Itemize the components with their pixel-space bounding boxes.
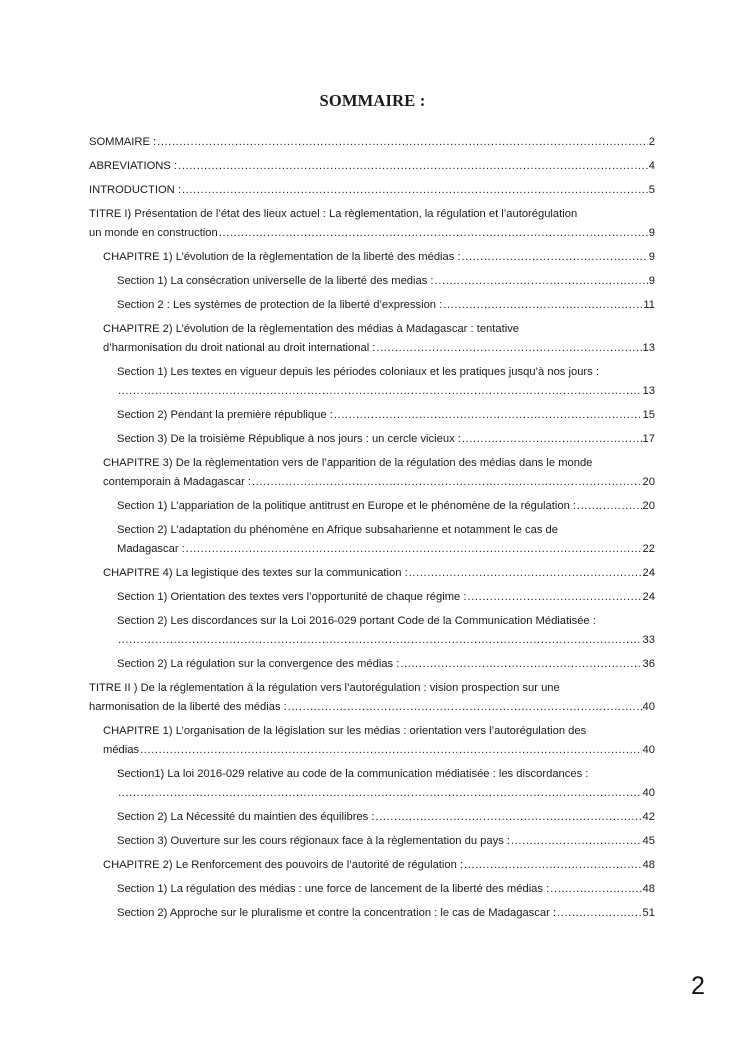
toc-entry-text: Section 2) La régulation sur la convergence des médias :: [117, 658, 400, 670]
toc-entry[interactable]: [89, 296, 655, 315]
toc-entry-text: CHAPITRE 1) L’organisation de la législation sur les médias : orientation vers l’autorégulation des: [103, 725, 587, 737]
toc-entry-line: [117, 880, 655, 899]
toc-entry[interactable]: [89, 521, 655, 559]
dot-leader: [462, 430, 642, 449]
dot-leader: [557, 904, 642, 923]
dot-leader: [252, 473, 642, 492]
toc-page-number: 48: [642, 883, 655, 895]
dot-leader: [118, 784, 642, 803]
toc-entry-text: CHAPITRE 4) La legistique des textes sur la communication :: [103, 567, 408, 579]
toc-entry[interactable]: [89, 564, 655, 583]
toc-entry-text: Section 1) L’appariation de la politique antitrust en Europe et le phénomène de la régulation :: [117, 500, 577, 512]
toc-page-number: 20: [642, 476, 655, 488]
toc-entry-text: Section 1) Les textes en vigueur depuis les périodes coloniaux et les pratiques jusqu’à nos jours :: [117, 366, 599, 378]
toc-page-number: 42: [642, 811, 655, 823]
dot-leader: [409, 564, 642, 583]
toc-page-number: 5: [648, 184, 655, 196]
toc-page-number: 17: [642, 433, 655, 445]
toc-entry-line: [117, 382, 655, 401]
toc-page-number: 45: [642, 835, 655, 847]
toc-entry[interactable]: [89, 497, 655, 516]
toc-entry[interactable]: [89, 679, 655, 717]
toc-page-number: 9: [648, 275, 655, 287]
dot-leader: [400, 655, 641, 674]
toc-entry-line: [117, 272, 655, 291]
dot-leader: [435, 272, 648, 291]
toc-entry[interactable]: [89, 856, 655, 875]
toc-entry-text: un monde en construction: [89, 227, 218, 239]
toc-entry[interactable]: [89, 904, 655, 923]
toc-page-number: 48: [642, 859, 655, 871]
toc-entry-line: [103, 473, 655, 492]
toc-entry-text: SOMMAIRE :: [89, 136, 157, 148]
dot-leader: [577, 497, 642, 516]
dot-leader: [140, 741, 641, 760]
dot-leader: [118, 631, 642, 650]
toc-entry-text: Section 3) De la troisième République à nos jours : un cercle vicieux :: [117, 433, 461, 445]
dot-leader: [443, 296, 642, 315]
toc-entry-text: Section 1) Orientation des textes vers l’opportunité de chaque régime :: [117, 591, 467, 603]
toc-entry-text: Section 3) Ouverture sur les cours régionaux face à la règlementation du pays :: [117, 835, 511, 847]
toc-entry[interactable]: [89, 765, 655, 803]
toc-entry-line: [103, 856, 655, 875]
toc-entry-text: médias: [103, 744, 140, 756]
page-number: 2: [691, 972, 705, 1000]
toc-entry-text: Section 1) La régulation des médias : une force de lancement de la liberté des médias :: [117, 883, 550, 895]
toc-entry-line: [103, 741, 655, 760]
toc-page-number: 15: [642, 409, 655, 421]
dot-leader: [118, 382, 642, 401]
dot-leader: [511, 832, 642, 851]
toc-entry-text: CHAPITRE 1) L’évolution de la règlementation de la liberté des médias :: [103, 251, 461, 263]
toc-entry[interactable]: [89, 880, 655, 899]
toc-page-number: 2: [648, 136, 655, 148]
toc-entry-line: [117, 808, 655, 827]
toc-entry-text: Section 2) Approche sur le pluralisme et contre la concentration : le cas de Madagascar :: [117, 907, 557, 919]
toc-entry-line: [89, 157, 655, 176]
toc-entry-text: Section 2) L’adaptation du phénomène en Afrique subsaharienne et notamment le cas de: [117, 524, 558, 536]
toc-entry[interactable]: [89, 133, 655, 152]
toc-entry-line: [117, 832, 655, 851]
toc-entry-line: [117, 406, 655, 425]
toc-entry[interactable]: [89, 181, 655, 200]
table-of-contents: [89, 133, 655, 928]
dot-leader: [462, 248, 648, 267]
toc-entry-text: ABREVIATIONS :: [89, 160, 178, 172]
toc-page-number: 13: [642, 385, 655, 397]
dot-leader: [375, 808, 641, 827]
toc-entry-text: Section 2 : Les systèmes de protection de la liberté d’expression :: [117, 299, 443, 311]
dot-leader: [468, 588, 642, 607]
toc-page-number: 36: [642, 658, 655, 670]
toc-entry-text: TITRE I) Présentation de l’état des lieux actuel : La règlementation, la régulation et l’autorégulation: [89, 208, 578, 220]
page-title: SOMMAIRE :: [319, 91, 426, 110]
toc-entry[interactable]: [89, 406, 655, 425]
toc-entry[interactable]: [89, 612, 655, 650]
toc-entry-text: harmonisation de la liberté des médias :: [89, 701, 287, 713]
toc-entry-line: [117, 631, 655, 650]
toc-page-number: 33: [642, 634, 655, 646]
toc-entry[interactable]: [89, 248, 655, 267]
toc-entry-text: CHAPITRE 3) De la règlementation vers de l’apparition de la régulation des médias dans le monde: [103, 457, 593, 469]
toc-page-number: 24: [642, 567, 655, 579]
toc-entry-text: CHAPITRE 2) Le Renforcement des pouvoirs de l’autorité de régulation :: [103, 859, 464, 871]
toc-entry[interactable]: [89, 808, 655, 827]
dot-leader: [288, 698, 642, 717]
toc-entry[interactable]: [89, 588, 655, 607]
toc-entry-line: [89, 133, 655, 152]
toc-entry-line: [89, 698, 655, 717]
dot-leader: [334, 406, 642, 425]
toc-entry-line: [117, 540, 655, 559]
toc-entry-text: Section 2) La Nécessité du maintien des équilibres :: [117, 811, 375, 823]
dot-leader: [182, 181, 648, 200]
dot-leader: [464, 856, 641, 875]
dot-leader: [219, 224, 648, 243]
toc-page-number: 40: [642, 787, 655, 799]
toc-entry-text: TITRE II ) De la réglementation à la régulation vers l’autorégulation : vision prospection sur une: [89, 682, 560, 694]
toc-page-number: 40: [642, 744, 655, 756]
toc-page-number: 20: [642, 500, 655, 512]
toc-page-number: 51: [642, 907, 655, 919]
toc-entry-line: [103, 564, 655, 583]
toc-entry-line: [117, 497, 655, 516]
toc-entry-line: [117, 904, 655, 923]
toc-entry[interactable]: [89, 832, 655, 851]
toc-page-number: 11: [643, 299, 655, 311]
toc-entry-line: [117, 588, 655, 607]
toc-entry-text: Section 2) Pendant la première république :: [117, 409, 333, 421]
toc-entry[interactable]: [89, 157, 655, 176]
toc-entry[interactable]: [89, 205, 655, 243]
toc-entry-text: INTRODUCTION :: [89, 184, 181, 196]
toc-entry-line: [89, 224, 655, 243]
toc-entry-line: [117, 655, 655, 674]
dot-leader: [550, 880, 641, 899]
dot-leader: [186, 540, 642, 559]
toc-entry[interactable]: [89, 430, 655, 449]
toc-entry[interactable]: [89, 722, 655, 760]
toc-entry-text: Section1) La loi 2016-029 relative au code de la communication médiatisée : les discordances :: [117, 768, 589, 780]
toc-page-number: 24: [642, 591, 655, 603]
toc-page-number: 9: [648, 251, 655, 263]
toc-entry-line: [103, 339, 655, 358]
toc-entry-text: Madagascar :: [117, 543, 185, 555]
toc-page-number: 9: [648, 227, 655, 239]
toc-entry-text: contemporain à Madagascar :: [103, 476, 252, 488]
toc-entry[interactable]: [89, 363, 655, 401]
toc-entry[interactable]: [89, 272, 655, 291]
toc-entry-text: Section 1) La consécration universelle de la liberté des medias :: [117, 275, 434, 287]
toc-entry-line: [117, 784, 655, 803]
toc-entry[interactable]: [89, 320, 655, 358]
toc-entry-line: [89, 181, 655, 200]
toc-entry-line: [117, 296, 655, 315]
toc-entry-text: d’harmonisation du droit national au droit international :: [103, 342, 376, 354]
toc-entry[interactable]: [89, 454, 655, 492]
dot-leader: [178, 157, 648, 176]
toc-entry[interactable]: [89, 655, 655, 674]
dot-leader: [157, 133, 648, 152]
dot-leader: [376, 339, 641, 358]
toc-entry-line: [103, 248, 655, 267]
toc-entry-text: Section 2) Les discordances sur la Loi 2016-029 portant Code de la Communication Médiatisée :: [117, 615, 596, 627]
toc-page-number: 4: [648, 160, 655, 172]
toc-entry-text: CHAPITRE 2) L’évolution de la règlementation des médias à Madagascar : tentative: [103, 323, 520, 335]
toc-page-number: 40: [642, 701, 655, 713]
toc-page-number: 13: [642, 342, 655, 354]
toc-page-number: 22: [642, 543, 655, 555]
toc-entry-line: [117, 430, 655, 449]
